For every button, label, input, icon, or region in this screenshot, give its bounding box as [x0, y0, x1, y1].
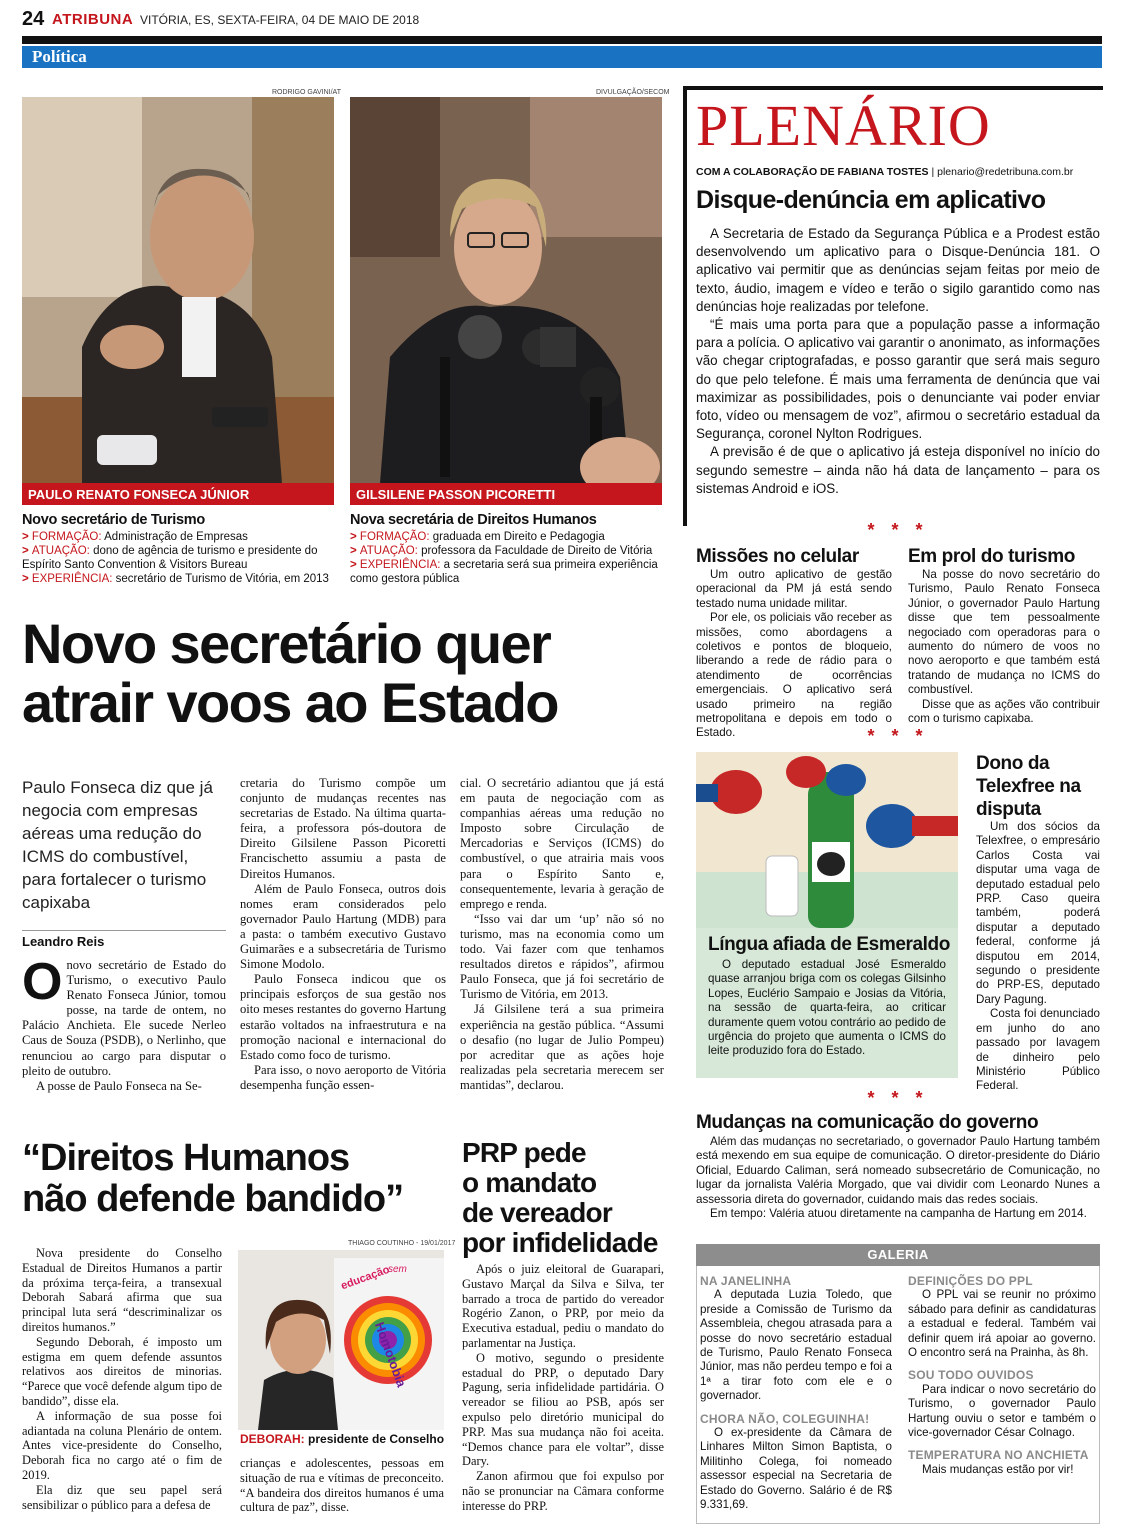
- page-number: 24: [22, 8, 45, 30]
- prp-headline-line-2: o mandato: [462, 1167, 597, 1198]
- illustration-boxing-milk: [696, 752, 958, 928]
- photo-title-1: Novo secretário de Turismo: [22, 512, 205, 528]
- main-deck: Paulo Fonseca diz que já negocia com empresas aéreas uma redução do ICMS do combustível, para fortalecer o turismo capixaba: [22, 778, 213, 912]
- photo-gilsilene: [350, 97, 662, 483]
- photo-caption-name-2: GILSILENE PASSON PICORETTI: [350, 483, 662, 505]
- plenario-title: PLENÁRIO: [696, 93, 991, 158]
- galeria-item-head: CHORA NÃO, COLEGUINHA!: [700, 1411, 870, 1426]
- dh-headline: [22, 1138, 452, 1220]
- main-headline-line-1: Novo secretário quer: [22, 612, 551, 675]
- turismo-title: Em prol do turismo: [908, 546, 1075, 567]
- main-col-1: O novo secretário de Estado do Turismo, o executivo Paulo Renato Fonseca Júnior, tomou posse, na tarde de ontem, no Palácio Anchieta. Ele sucede Nerleo Caus de Souza (PSDB), o Nerlinho, que renunciou ao cargo para disputar o pleito de outubro. A posse de Paulo Fonseca na Se-: [22, 953, 226, 1093]
- dh-headline-line-2: não defende bandido”: [22, 1178, 404, 1220]
- prp-body: Após o juiz eleitoral de Guarapari, Gustavo Marçal da Silva e Silva, ter barrado a troca de partido do vereador Rogério Zanon, o PRP, por meio da Executiva estadual, pediu o mandato do parlamentar na Justiça. O motivo, segundo o presidente estadual do PRP, o deputado Dary Pagung, seria infidelidade partidária. O vereador se filiou ao PSB, após ser expulso pelo diretório municipal do PRP. Mas sua mudança não foi aceita. “Demos chance para ele voltar”, disse Dary. Zanon afirmou que foi expulso por não se pronunciar na Câmara conforme interesse do PRP.: [462, 1262, 664, 1513]
- dh-caption-name: DEBORAH:: [240, 1432, 305, 1446]
- lingua-title: Língua afiada de Esmeraldo: [708, 934, 950, 955]
- telexfree-title: Dono da Telexfree na disputa: [976, 753, 1081, 820]
- prp-headline-line-1: PRP pede: [462, 1137, 586, 1168]
- plenario-left-rule: [683, 86, 687, 526]
- plenario-lead-body: A Secretaria de Estado da Segurança Pública e a Prodest estão desenvolvendo um aplicativo para o Disque-Denúncia 181. O aplicativo vai permitir que as denúncias sejam feitas por meio de texto, áudio, imagem e vídeo e terão o sigilo garantido como nas denúncias hoje realizadas por telefone. “É mais uma porta para que a população passe a informação para a polícia. O aplicativo vai garantir o anonimato, as informações vão chegar criptografadas, e posso garantir que será mais seguro do que pelo telefone. É mais uma ferramenta de denúncia que vai maximizar as possibilidades, pois o denunciante vai poder enviar foto, vídeo ou mensagem de voz”, afirmou o secretário estadual da Segurança, coronel Nylton Rodrigues. A previsão é de que o aplicativo já esteja disponível no início do segundo semestre – ainda não há data de lançamento – para os sistemas Android e iOS.: [696, 226, 1100, 496]
- dh-headline-line-1: “Direitos Humanos: [22, 1137, 350, 1179]
- bullet-item: > EXPERIÊNCIA: secretário de Turismo de Vitória, em 2013: [22, 573, 329, 585]
- bullet-item: > FORMAÇÃO: graduada em Direito e Pedagogia: [350, 531, 605, 543]
- dh-caption-text: presidente de Conselho: [308, 1432, 445, 1446]
- galeria-item-head: DEFINIÇÕES DO PPL: [908, 1274, 1033, 1288]
- stars-divider-3: * * *: [867, 1088, 929, 1108]
- section-label: Política: [32, 47, 87, 66]
- photo-caption-name-1: PAULO RENATO FONSECA JÚNIOR: [22, 483, 334, 505]
- galeria-item-head: SOU TODO OUVIDOS: [908, 1368, 1034, 1383]
- photo-title-2: Nova secretária de Direitos Humanos: [350, 512, 597, 528]
- stars-divider-1: * * *: [867, 520, 929, 540]
- dropcap: O: [22, 953, 63, 1011]
- prp-headline: [462, 1138, 666, 1258]
- photo-paulo-fonseca: [22, 97, 334, 483]
- plenario-collab: COM A COLABORAÇÃO DE FABIANA TOSTES | plenario@redetribuna.com.br: [696, 166, 1074, 178]
- mudancas-title: Mudanças na comunicação do governo: [696, 1112, 1039, 1133]
- galeria-header: [696, 1244, 1100, 1266]
- bullet-item: > ATUAÇÃO: dono de agência de turismo e presidente do Espírito Santo Convention & Visitors Bureau: [22, 545, 318, 571]
- plenario-lead-title: Disque-denúncia em aplicativo: [696, 186, 1046, 214]
- missoes-body: Um outro aplicativo de gestão operacional da PM já está sendo testado numa unidade militar. Por ele, os policiais vão receber as missões, como abordagens a coletivos e pontos de bloqueio, liberando a rede de rádio para o atendimento de ocorrências emergenciais. O aplicativo será usado primeiro na região metropolitana e depois em todo o Estado.: [696, 568, 892, 740]
- dateline: VITÓRIA, ES, SEXTA-FEIRA, 04 DE MAIO DE 2018: [140, 13, 420, 27]
- main-headline: [22, 614, 672, 732]
- main-col-3: cial. O secretário adiantou que já está em pauta de negociação com as companhias aéreas uma redução no Imposto sobre Circulação de Mercadorias e Serviços (ICMS) do combustível, o que atrairia mais voos para o Espírito Santo e, consequentemente, levaria à geração de emprego e renda. “Isso vai dar um ‘up’ não só no turismo, mas na economia como um todo. Vai fazer com que tenhamos resultados diretos e rápidos”, afirmou Paulo Fonseca, que já foi secretário de Turismo de Vitória, em 2013. Já Gilsilene terá a sua primeira experiência na gestão pública. “Assumi o desafio (no lugar de Julio Pompeu) por acreditar que as ações hoje realizadas pela secretaria merecem ser mantidas”, declarou.: [460, 776, 664, 1092]
- page-header: [22, 8, 1102, 36]
- bullet-list-2: [350, 530, 662, 586]
- header-rule: [22, 36, 1102, 44]
- galeria-item-head: TEMPERATURA NO ANCHIETA: [908, 1448, 1089, 1463]
- missoes-title: Missões no celular: [696, 546, 859, 567]
- bullet-list-1: [22, 530, 334, 586]
- brand-logo: ATRIBUNA: [52, 11, 134, 28]
- galeria-col-right: DEFINIÇÕES DO PPL O PPL vai se reunir no próximo sábado para definir as candidaturas a estadual e federal. Também vai definir quem irá apoiar ao governo. O encontro será na Prainha, às 8h. SOU TODO OUVIDOS Para indicar o novo secretário do Turismo, o governador Paulo Hartung ouviu o setor e também o vice-governador César Colnago. TEMPERATURA NO ANCHIETA Mais mudanças estão por vir!: [908, 1274, 1096, 1476]
- main-headline-line-2: atrair voos ao Estado: [22, 671, 558, 734]
- prp-headline-line-4: por infidelidade: [462, 1227, 658, 1258]
- main-col-2: cretaria do Turismo compõe um conjunto de mudanças recentes nas secretarias de Estado. Na última quarta-feira, a professora pós-doutora de Direito Gilsilene Passon Picoretti Francischetto assumiu a pasta de Direitos Humanos. Além de Paulo Fonseca, outros dois nomes eram considerados pelo governador Paulo Hartung (MDB) para a pasta: o também executivo Gustavo Guimarães e a subsecretária de Turismo Simone Modolo. Paulo Fonseca indicou que os principais esforços de sua gestão nos oito meses restantes do governo Hartung estarão voltados na infraestrutura e na promoção nacional e internacional do Estado como foco de turismo. Para isso, o novo aeroporto de Vitória desempenha função essen-: [240, 776, 446, 1092]
- poster-text-1: educação: [339, 1263, 392, 1293]
- galeria-item-head: NA JANELINHA: [700, 1274, 792, 1288]
- turismo-body: Na posse do novo secretário do Turismo, Paulo Renato Fonseca Júnior, o governador Paulo Hartung disse que tem pessoalmente negociado com operadoras para o aumento do número de voos no novo aeroporto e que também está tratando de mudança no ICMS do combustível. Disse que as ações vão contribuir com o turismo capixaba.: [908, 568, 1100, 726]
- bullet-item: > EXPERIÊNCIA: a secretaria será sua primeira experiência como gestora pública: [350, 559, 658, 585]
- dh-col-2: crianças e adolescentes, pessoas em situação de rua e vítimas de preconceito. “A bandeira dos direitos humanos é uma cultura de paz”, disse.: [240, 1456, 444, 1515]
- poster-text-2: sem: [388, 1264, 407, 1275]
- photo-credit-1: RODRIGO GAVINI/AT: [272, 89, 341, 96]
- photo-deborah: [238, 1250, 444, 1430]
- byline: Leandro Reis: [22, 934, 105, 949]
- plenario-top-rule: [683, 86, 1103, 90]
- stars-divider-2: * * *: [867, 726, 929, 746]
- mudancas-body: Além das mudanças no secretariado, o governador Paulo Hartung também está mexendo em sua equipe de comunicação. O diretor-presidente do Diário Oficial, Eduardo Caliman, será nomeado subsecretário de Comunicação, no lugar da jornalista Valéria Morgado, que vai dividir com Leonardo Nunes a assessoria direta do governador, cuidando mais das redes sociais. Em tempo: Valéria atuou diretamente na campanha de Hartung em 2014.: [696, 1135, 1100, 1221]
- section-bar: [22, 46, 1102, 68]
- lingua-body: O deputado estadual José Esmeraldo quase arranjou briga com os colegas Gilsinho Lopes, Euclério Sampaio e Josias da Vitória, na sessão de quarta-feira, ao criticar duramente quem votou contrário ao pedido de urgência do projeto que aumenta o ICMS do leite produzido fora do Estado.: [708, 958, 946, 1058]
- dh-photo-credit: THIAGO COUTINHO - 19/01/2017: [348, 1240, 456, 1247]
- bullet-item: > ATUAÇÃO: professora da Faculdade de Direito de Vitória: [350, 545, 653, 557]
- bullet-item: > FORMAÇÃO: Administração de Empresas: [22, 531, 248, 543]
- prp-headline-line-3: de vereador: [462, 1197, 612, 1228]
- galeria-title: GALERIA: [867, 1247, 929, 1262]
- telexfree-body: Um dos sócios da Telexfree, o empresário Carlos Costa vai disputar uma vaga de deputado estadual pelo PRP. Caso queira também, poderá disputar a deputado federal, conforme já disputou em 2014, segundo o presidente do PRP-ES, deputado Dary Pagung. Costa foi denunciado em junho do ano passado por lavagem de dinheiro pelo Ministério Público Federal.: [976, 820, 1100, 1093]
- photo-credit-2: DIVULGAÇÃO/SECOM: [596, 89, 670, 96]
- byline-rule: [22, 930, 226, 931]
- dh-col-1: Nova presidente do Conselho Estadual de Direitos Humanos a partir da próxima terça-feira, a transexual Deborah Sabará afirma que sua principal luta será “descriminalizar os direitos humanos.” Segundo Deborah, é imposto um estigma em quem defende assuntos relativos aos direitos de minorias. “Parece que você defende algum tipo de bandido”, disse ela. A informação de sua posse foi adiantada na coluna Plenário de ontem. Antes vice-presidente do Conselho, Deborah fica no cargo até o fim de 2019. Ela diz que seu papel será sensibilizar o público para a defesa de: [22, 1246, 222, 1512]
- dh-photo-caption: [240, 1432, 444, 1446]
- galeria-col-left: NA JANELINHA A deputada Luzia Toledo, que preside a Comissão de Turismo da Assembleia, chegou atrasada para a posse do novo secretário estadual de Turismo, Paulo Renato Fonseca Júnior, mas não perdeu tempo e foi a 1ª a tirar foto com ele e o governador. CHORA NÃO, COLEGUINHA! O ex-presidente da Câmara de Linhares Milton Simon Baptista, o Militinho Colega, foi nomeado assessor especial na Secretaria de Estado do Governo. Salário é de R$ 9.331,69.: [700, 1274, 892, 1512]
- poster-text-3: Homotobia: [371, 1320, 410, 1389]
